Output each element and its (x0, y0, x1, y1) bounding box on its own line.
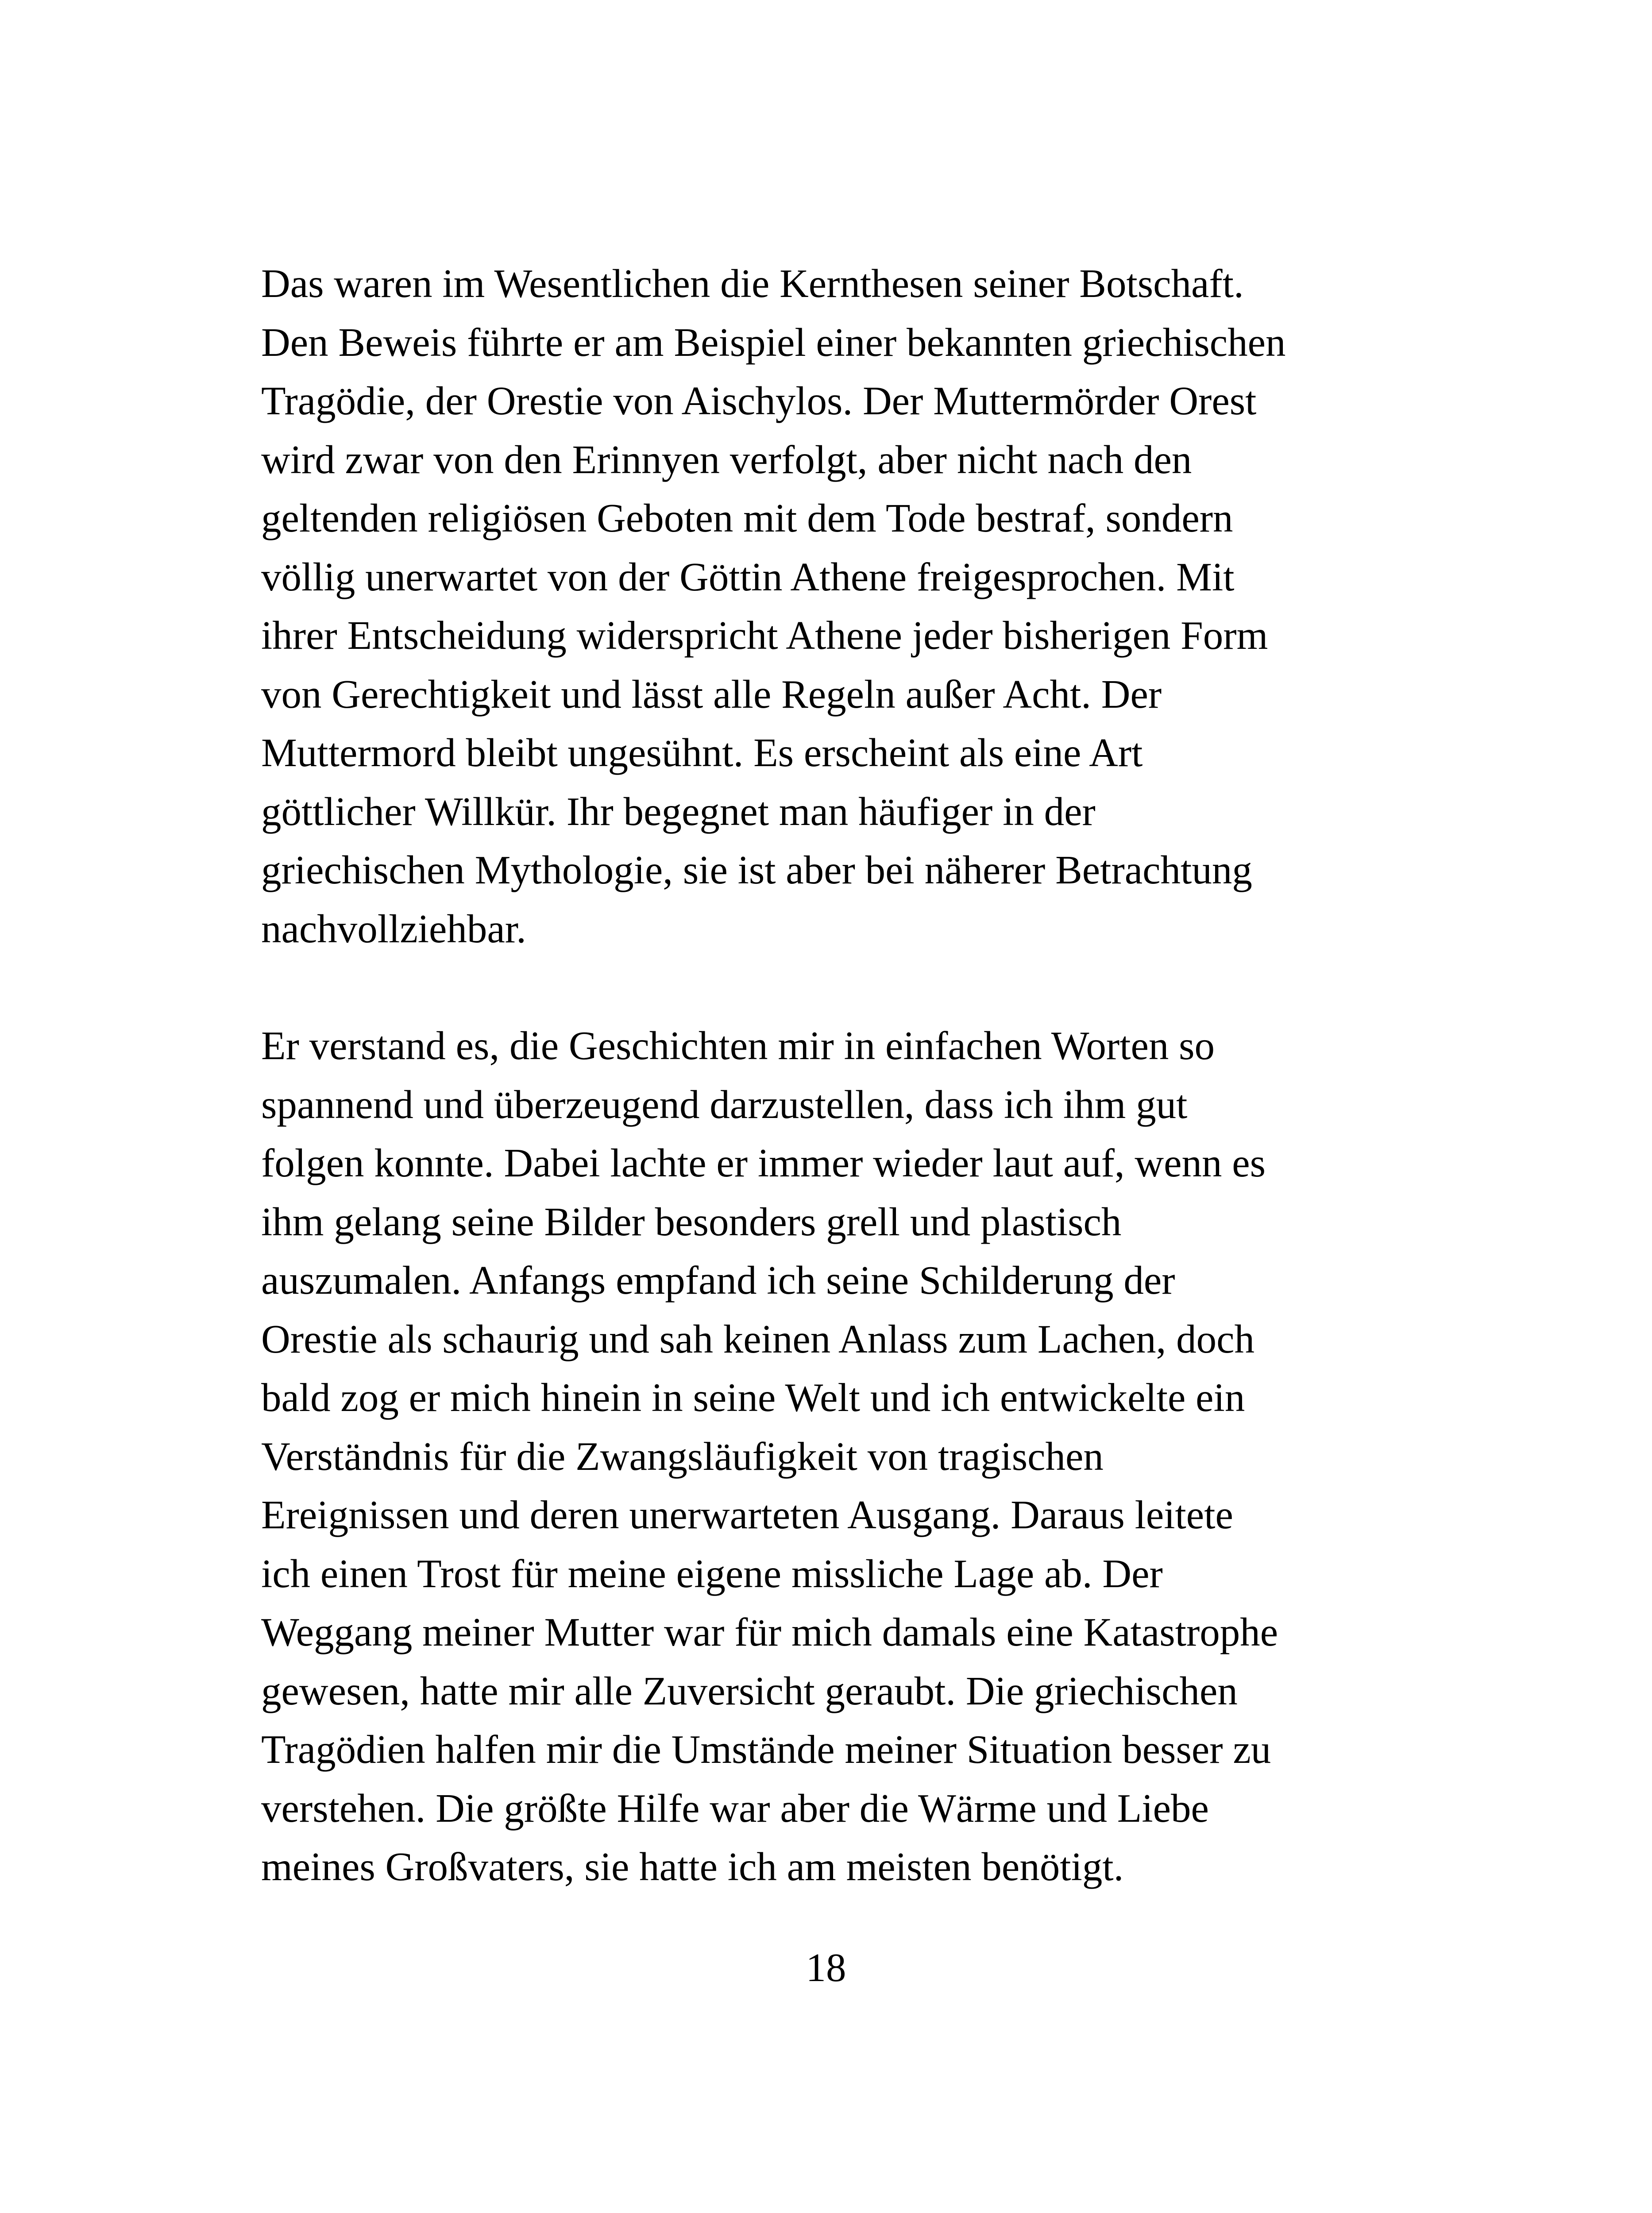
text-line: folgen konnte. Dabei lachte er immer wieder laut auf, wenn es (261, 1141, 1266, 1185)
text-line: Den Beweis führte er am Beispiel einer bekannten griechischen (261, 320, 1286, 365)
paragraph-1 (261, 254, 1421, 958)
text-line: Muttermord bleibt ungesühnt. Es erscheint als eine Art (261, 730, 1143, 775)
paragraph-2 (261, 1017, 1421, 1897)
text-line: göttlicher Willkür. Ihr begegnet man häufiger in der (261, 789, 1096, 834)
text-line: ich einen Trost für meine eigene missliche Lage ab. Der (261, 1551, 1163, 1596)
text-line: wird zwar von den Erinnyen verfolgt, aber nicht nach den (261, 437, 1192, 482)
text-line: Orestie als schaurig und sah keinen Anlass zum Lachen, doch (261, 1316, 1255, 1361)
text-line: von Gerechtigkeit und lässt alle Regeln außer Acht. Der (261, 671, 1162, 717)
page-number: 18 (806, 1945, 846, 1990)
text-line: gewesen, hatte mir alle Zuversicht geraubt. Die griechischen (261, 1668, 1238, 1713)
text-line: völlig unerwartet von der Göttin Athene freigesprochen. Mit (261, 554, 1235, 599)
text-line: Das waren im Wesentlichen die Kernthesen seiner Botschaft. (261, 261, 1244, 306)
text-line: Er verstand es, die Geschichten mir in einfachen Worten so (261, 1023, 1215, 1068)
text-line: ihrer Entscheidung widerspricht Athene jeder bisherigen Form (261, 613, 1268, 658)
text-line: auszumalen. Anfangs empfand ich seine Schilderung der (261, 1258, 1175, 1303)
text-line: Verständnis für die Zwangsläufigkeit von tragischen (261, 1434, 1104, 1479)
text-line: Tragödie, der Orestie von Aischylos. Der Muttermörder Orest (261, 378, 1257, 423)
text-line: bald zog er mich hinein in seine Welt und ich entwickelte ein (261, 1375, 1245, 1420)
text-line: meines Großvaters, sie hatte ich am meisten benötigt. (261, 1844, 1124, 1889)
text-line: geltenden religiösen Geboten mit dem Tode bestraf, sondern (261, 496, 1233, 540)
text-line: nachvollziehbar. (261, 906, 526, 951)
text-line: Ereignissen und deren unerwarteten Ausgang. Daraus leitete (261, 1492, 1233, 1537)
text-line: spannend und überzeugend darzustellen, dass ich ihm gut (261, 1082, 1188, 1127)
text-line: Tragödien halfen mir die Umstände meiner Situation besser zu (261, 1727, 1271, 1772)
text-line: verstehen. Die größte Hilfe war aber die Wärme und Liebe (261, 1785, 1209, 1831)
text-line: ihm gelang seine Bilder besonders grell und plastisch (261, 1199, 1122, 1244)
body-text (261, 254, 1421, 1897)
text-line: griechischen Mythologie, sie ist aber bei näherer Betrachtung (261, 848, 1252, 892)
text-line: Weggang meiner Mutter war für mich damals eine Katastrophe (261, 1610, 1278, 1654)
